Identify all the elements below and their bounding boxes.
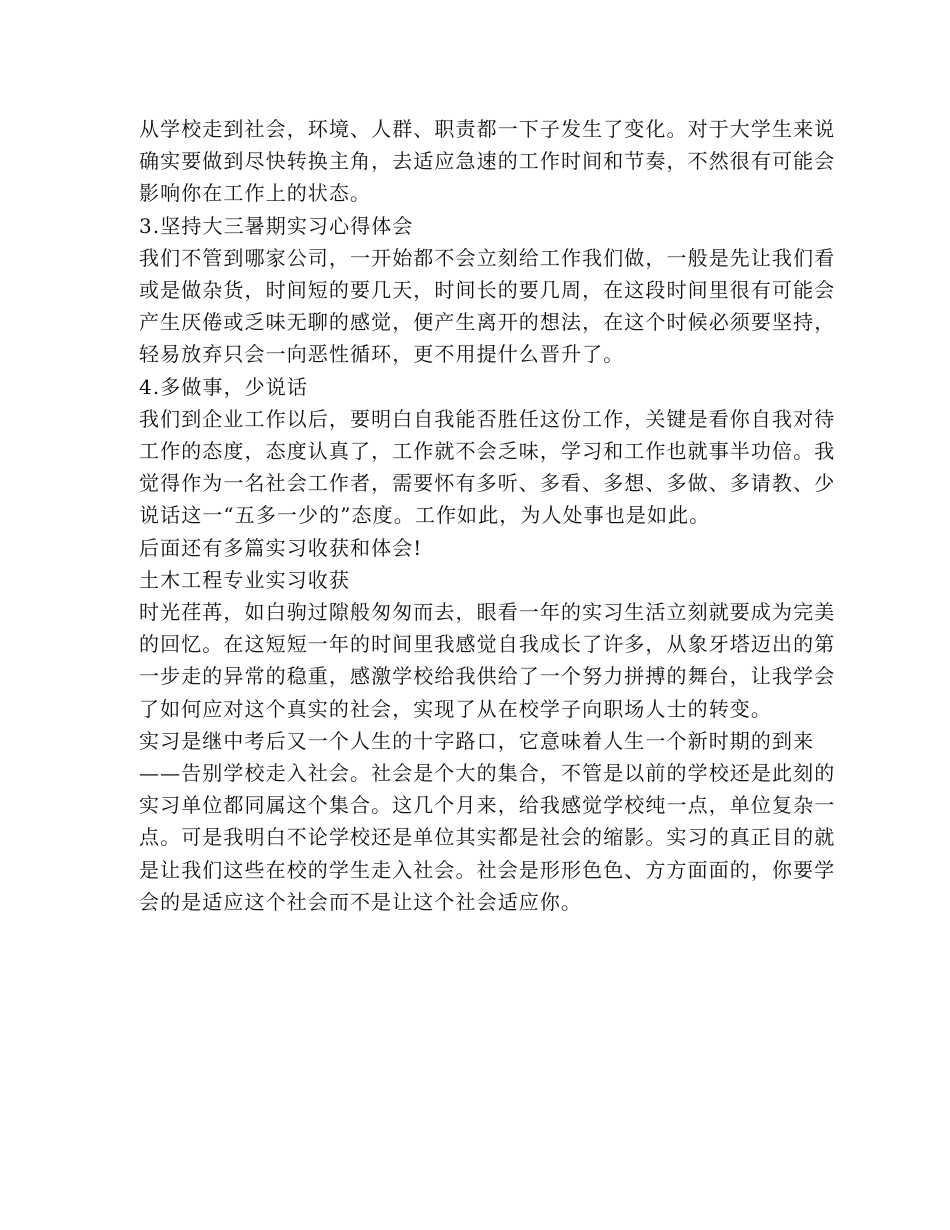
paragraph-persist: 我们不管到哪家公司，一开始都不会立刻给工作我们做，一般是先让我们看或是做杂货，时间短的要几天，时间长的要几周，在这段时间里很有可能会产生厌倦或乏味无聊的感觉，便产生离开的想法，在这个时候必须要坚持，轻易放弃只会一向恶性循环，更不用提什么晋升了。: [139, 245, 836, 367]
paragraph-more-articles: 后面还有多篇实习收获和体会!: [139, 535, 423, 560]
paragraph-time-flies: 时光荏苒，如白驹过隙般匆匆而去，眼看一年的实习生活立刻就要成为完美的回忆。在这短短一年的时间里我感觉自我成长了许多，从象牙塔迈出的第一步走的异常的稳重，感激学校给我供给了一个努力拼搏的舞台，让我学会了如何应对这个真实的社会，实现了从在校学子向职场人士的转变。: [139, 600, 836, 721]
paragraph-crossroads: 实习是继中考后又一个人生的十字路口，它意味着人生一个新时期的到来——告别学校走入社会。社会是个大的集合，不管是以前的学校还是此刻的实习单位都同属这个集合。这几个月来，给我感觉学校纯一点，单位复杂一点。可是我明白不论学校还是单位其实都是社会的缩影。实习的真正目的就是让我们这些在校的学生走入社会。社会是形形色色、方方面面的，你要学会的是适应这个社会而不是让这个社会适应你。: [139, 728, 836, 914]
heading-persist: 3.坚持大三暑期实习心得体会: [139, 213, 414, 238]
paragraph-do-more: 我们到企业工作以后，要明白自我能否胜任这份工作，关键是看你自我对待工作的态度，态度认真了，工作就不会乏味，学习和工作也就事半功倍。我觉得作为一名社会工作者，需要怀有多听、多看、多想、多做、多请教、少说话这一“五多一少的”态度。工作如此，为人处事也是如此。: [139, 406, 836, 528]
heading-civil-engineering: 土木工程专业实习收获: [139, 567, 350, 592]
document-body: [139, 113, 839, 918]
paragraph-transition: 从学校走到社会，环境、人群、职责都一下子发生了变化。对于大学生来说确实要做到尽快转换主角，去适应急速的工作时间和节奏，不然很有可能会影响你在工作上的状态。: [139, 117, 836, 206]
heading-do-more: 4.多做事，少说话: [139, 374, 308, 399]
